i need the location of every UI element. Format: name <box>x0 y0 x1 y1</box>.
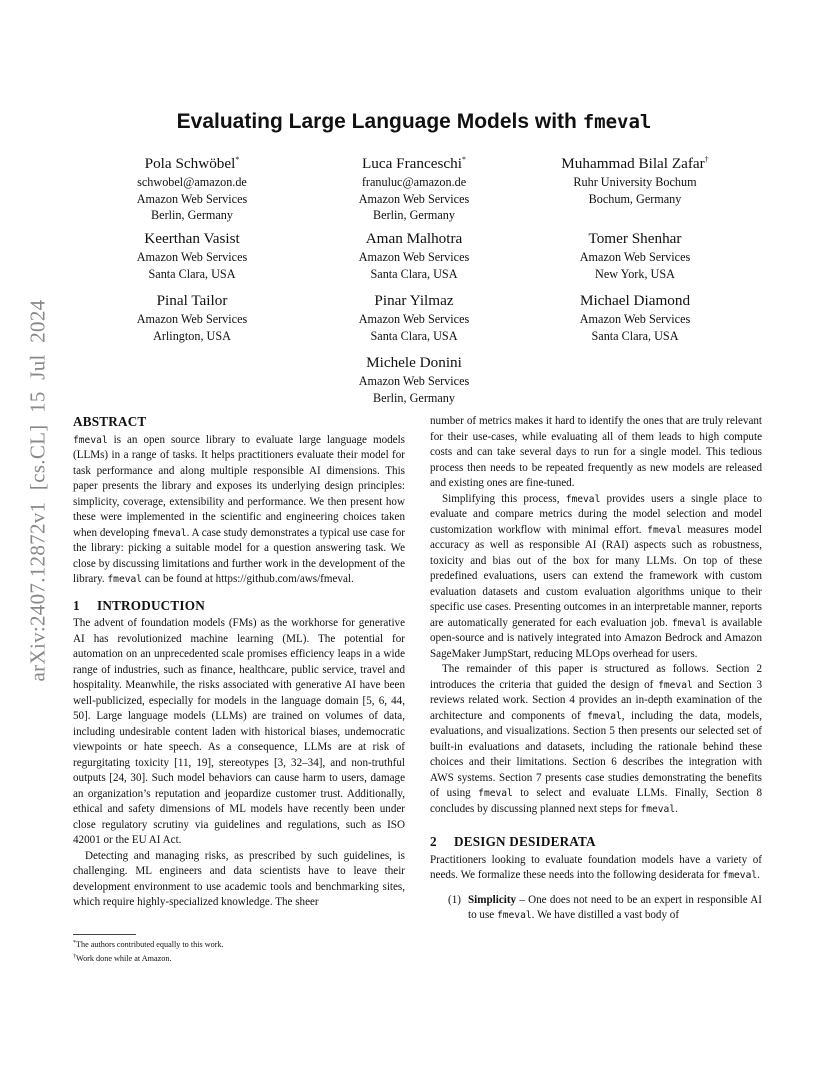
author-name: Aman Malhotra <box>365 230 463 247</box>
author-affiliation: Amazon Web Services <box>136 312 248 326</box>
body-paragraph: The remainder of this paper is structured as follows. Section 2 introduces the criteria that guided the design of fmeval and Section 3 reviews related work. Section 4 provides an in-depth examination of the architecture and components of fmeval, including the data, models, evaluations, and visualizations. Section 5 then presents our selected set of built-in evaluations and datasets, including the rationale behind these choices and their limitations. Section 6 describes the integration with AWS systems. Section 7 presents case studies demonstrating the benefits of using fmeval to select and evaluate LLMs. Finally, Section 8 concludes by discussing planned next steps for fmeval. <box>430 663 763 815</box>
abstract-text: can be found at https://github.com/aws/fmeval. <box>142 573 354 585</box>
author-mark: * <box>461 155 466 164</box>
section-heading-introduction <box>73 598 405 614</box>
code-term: fmeval <box>658 679 693 691</box>
author-affiliation: Amazon Web Services <box>136 191 248 206</box>
arxiv-identifier-text: arXiv:2407.12872v1 [cs.CL] 15 Jul 2024 <box>25 299 50 681</box>
author-affiliation: Amazon Web Services <box>358 250 470 264</box>
list-item: (1) Simplicity – One does not need to be an expert in responsible AI to use fmeval. We have distilled a vast body of <box>448 893 762 921</box>
author-name: Pinar Yilmaz <box>374 292 454 309</box>
author-block <box>82 150 302 224</box>
code-term: fmeval <box>107 574 143 585</box>
section-heading-design-desiderata <box>430 834 762 850</box>
author-affiliation: Amazon Web Services <box>579 312 691 326</box>
footnote-text: The authors contributed equally to this work. <box>76 940 224 949</box>
paper-title-text: Evaluating Large Language Models with <box>176 110 583 133</box>
section-number: 2 <box>430 834 437 849</box>
author-affiliation: Amazon Web Services <box>358 312 470 326</box>
abstract-text: is an open source library to evaluate large language models (LLMs) in a range of tasks. It helps practitioners evaluate their model for task performance and along multiple responsible AI dimensions. This paper presents the library and exposes its underlying design principles: simplicity, coverage, extensibility and performance. We then present how these were implemented in the scientific and engineering choices taken when developing <box>73 433 405 539</box>
author-location: Santa Clara, USA <box>591 328 679 343</box>
author-name: Luca Franceschi <box>362 155 462 172</box>
author-name: Michele Donini <box>366 354 462 371</box>
code-term: fmeval <box>151 527 187 539</box>
code-term: fmeval <box>587 710 622 722</box>
author-location: New York, USA <box>595 266 675 281</box>
body-paragraph: Detecting and managing risks, as prescribed by such guidelines, is challenging. ML engineers and data scientists have to leave their development environment to use academic tools and benchmarking sites, which require highly-specialized knowledge. The sheer <box>73 849 405 908</box>
author-block <box>525 150 745 207</box>
author-mark: † <box>704 155 709 164</box>
author-location: Arlington, USA <box>153 328 231 343</box>
code-term: fmeval <box>640 803 676 815</box>
footnote-mark: * <box>73 940 76 946</box>
author-block <box>82 229 302 282</box>
body-paragraph: Simplifying this process, fmeval provides users a single place to evaluate and compare metrics during the model selection and model customization workflow with minimal effort. fmeval measures model accuracy as well as responsible AI (RAI) aspects such as robustness, toxicity and bias out of the box for many LLMs. On top of these predefined evaluations, users can extend the framework with custom evaluation datasets and custom evaluation algorithms unique to their specific use cases. Presenting outcomes in an interpretable manner, reports are automatically generated for each evaluation job. fmeval is available open-source and is natively integrated into Amazon Bedrock and Amazon SageMaker JumpStart, reducing MLOps overhead for users. <box>430 492 763 660</box>
footnote-divider <box>73 934 136 935</box>
code-term: fmeval <box>496 910 532 921</box>
author-name: Pola Schwöbel <box>144 155 236 172</box>
author-location: Berlin, Germany <box>373 390 455 405</box>
code-term: fmeval <box>478 788 513 799</box>
author-location: Santa Clara, USA <box>370 328 458 343</box>
left-column <box>73 414 405 911</box>
arxiv-identifier-stamp <box>16 300 60 680</box>
code-term: fmeval <box>722 870 758 881</box>
author-name: Tomer Shenhar <box>588 230 682 247</box>
author-location: Berlin, Germany <box>373 208 455 222</box>
author-affiliation: Amazon Web Services <box>579 250 691 264</box>
section-number: 1 <box>73 597 80 613</box>
list-item-title: Simplicity <box>468 893 517 906</box>
author-affiliation: Amazon Web Services <box>358 191 470 206</box>
body-paragraph: The advent of foundation models (FMs) as the workhorse for generative AI has revolutionized machine learning (ML). The potential for automation on an unprecedented scale promises efficiency leaps in a wide range of industries, such as finance, healthcare, public service, travel and hospitality. Meanwhile, the risks associated with generative AI have been well-publicized, especially for models in the language domain [5, 6, 44, 50]. Large language models (LLMs) are trained on volumes of data, including undesirable content laden with historical biases, undemocratic viewpoints or hate speech. As a consequence, LLMs are at risk of regurgitating toxicity [11, 19], stereotypes [3, 32–34], and non-truthful outputs [24, 30]. Such model behaviors can cause harm to users, damage an organization’s reputation and jeopardize customer trust. Additionally, ethical and safety dimensions of ML models have recently been under close regulatory scrutiny via guidelines and regulations, such as ISO 42001 or the EU AI Act. <box>73 617 405 846</box>
author-location: Berlin, Germany <box>151 208 233 222</box>
footnote-text: Work done while at Amazon. <box>76 954 172 963</box>
author-affiliation: Amazon Web Services <box>136 250 248 264</box>
author-block <box>525 229 745 282</box>
author-block <box>304 353 524 406</box>
body-paragraph: number of metrics makes it hard to identify the ones that are truly relevant for their use-cases, while evaluating all of them leads to high compute costs and can take several days to run for a single model. This tedious process then needs to be repeated frequently as new models are released and existing ones are fine-tuned. <box>430 415 762 489</box>
author-location: Bochum, Germany <box>588 191 682 206</box>
author-block <box>304 229 524 282</box>
code-term: fmeval <box>671 617 707 629</box>
footnote-mark: † <box>73 954 76 960</box>
abstract-paragraph <box>73 433 405 588</box>
author-name: Michael Diamond <box>579 292 691 309</box>
footnote <box>73 951 405 965</box>
section-title: DESIGN DESIDERATA <box>454 834 596 849</box>
author-email[interactable]: franuluc@amazon.de <box>361 175 467 189</box>
author-email[interactable]: schwobel@amazon.de <box>137 175 247 189</box>
author-name: Pinal Tailor <box>156 292 228 309</box>
author-block <box>82 291 302 344</box>
author-location: Santa Clara, USA <box>148 266 236 281</box>
author-block <box>304 150 524 224</box>
author-name: Keerthan Vasist <box>144 230 240 247</box>
code-term: fmeval <box>647 524 682 536</box>
author-block <box>304 291 524 344</box>
section-title: INTRODUCTION <box>97 597 205 613</box>
footnotes <box>73 937 405 965</box>
abstract-text: . A case study demonstrates a typical use case for the library: picking a suitable model for a question answering task. We close by discussing limitations and further work in the development of the library. <box>73 526 405 585</box>
author-affiliation: Ruhr University Bochum <box>573 175 697 189</box>
author-mark: * <box>235 155 240 164</box>
right-column <box>430 414 762 924</box>
author-location: Santa Clara, USA <box>370 266 458 281</box>
author-name: Muhammad Bilal Zafar <box>561 155 705 172</box>
paper-title <box>0 110 828 134</box>
body-paragraph: Practitioners looking to evaluate foundation models have a variety of needs. We formalize these needs into the following desiderata for fmeval. <box>430 853 762 881</box>
code-term: fmeval <box>73 434 108 446</box>
footnote <box>73 937 405 951</box>
code-term: fmeval <box>565 493 601 505</box>
author-affiliation: Amazon Web Services <box>358 374 470 388</box>
author-block <box>525 291 745 344</box>
list-number: (1) <box>448 893 461 906</box>
abstract-heading: ABSTRACT <box>73 414 147 429</box>
paper-title-code: fmeval <box>582 111 652 133</box>
